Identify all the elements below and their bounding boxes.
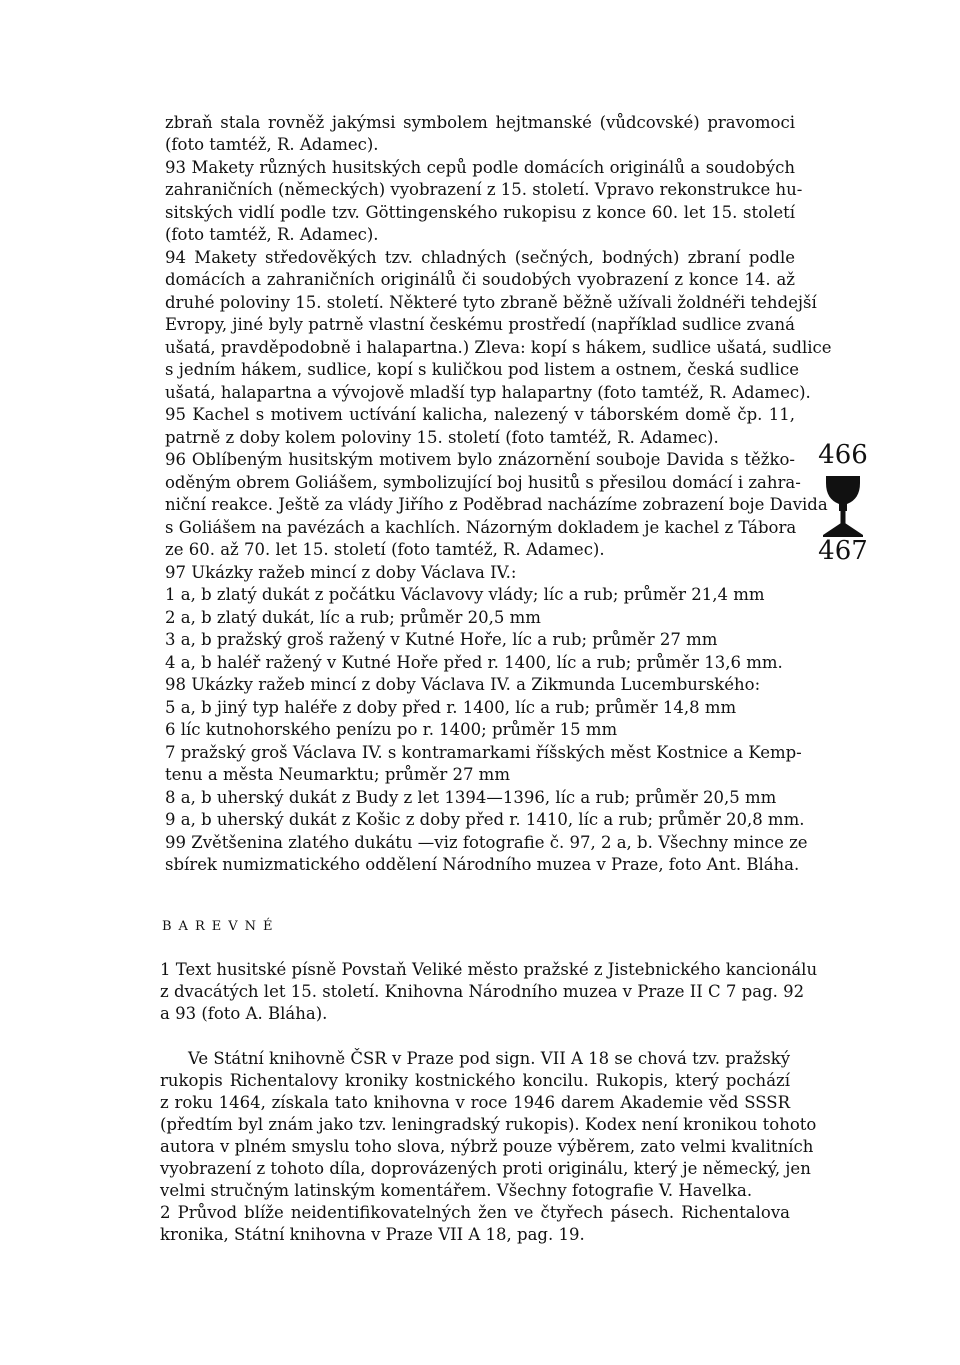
caption-line: 2 a, b zlatý dukát, líc a rub; průměr 20,5 mm [165, 608, 541, 627]
caption-line: zbraň stala rovněž jakýmsi symbolem hejtmanské (vůdcovské) pravomoci [165, 113, 795, 132]
caption-line: 94 Makety středověkých tzv. chladných (sečných, bodných) zbraní podle [165, 248, 795, 267]
caption-line: tenu a města Neumarktu; průměr 27 mm [165, 765, 510, 784]
caption-line: domácích a zahraničních originálů či soudobých vyobrazení z konce 14. až [165, 270, 795, 289]
caption-line: 4 a, b haléř ražený v Kutné Hoře před r. 1400, líc a rub; průměr 13,6 mm. [165, 653, 783, 672]
caption-line: (foto tamtéž, R. Adamec). [165, 135, 379, 154]
chalice-icon [820, 474, 866, 538]
note-line: autora v plném smyslu toho slova, nýbrž pouze výběrem, zato velmi kvalitních [160, 1137, 814, 1156]
note-line: vyobrazení z tohoto díla, doprovázených proti originálu, který je německý, jen [160, 1159, 811, 1178]
caption-line: 6 líc kutnohorského penízu po r. 1400; průměr 15 mm [165, 720, 618, 739]
note-line: z roku 1464, získala tato knihovna v roce 1946 darem Akademie věd SSSR [160, 1093, 790, 1112]
caption-line: sbírek numizmatického oddělení Národního muzea v Praze, foto Ant. Bláha. [165, 855, 800, 874]
caption-line: 96 Oblíbeným husitským motivem bylo znázornění souboje Davida s těžko- [165, 450, 795, 469]
caption-line: Evropy, jiné byly patrně vlastní českému prostředí (například sudlice zvaná [165, 315, 795, 334]
caption-line: ušatá, pravděpodobně i halapartna.) Zleva: kopí s hákem, sudlice ušatá, sudlice [165, 338, 832, 357]
caption-line: 1 a, b zlatý dukát z počátku Václavovy vlády; líc a rub; průměr 21,4 mm [165, 585, 765, 604]
caption-line: druhé poloviny 15. století. Některé tyto zbraně běžně užívali žoldnéři tehdejší [165, 293, 817, 312]
note-line: Ve Státní knihovně ČSR v Praze pod sign. VII A 18 se chová tzv. pražský [188, 1049, 791, 1068]
caption-line: z dvacátých let 15. století. Knihovna Národního muzea v Praze II C 7 pag. 92 [160, 982, 805, 1001]
caption-line: 7 pražský groš Václava IV. s kontramarkami říšských měst Kostnice a Kemp- [165, 743, 802, 762]
page-number-right: 467 [818, 536, 868, 566]
caption-line: s jedním hákem, sudlice, kopí s kuličkou pod listem a ostnem, česká sudlice [165, 360, 799, 379]
caption-line: 95 Kachel s motivem uctívání kalicha, nalezený v táborském domě čp. 11, [165, 405, 795, 424]
caption-line: sitských vidlí podle tzv. Göttingenského rukopisu z konce 60. let 15. století [165, 203, 795, 222]
caption-line: (foto tamtéž, R. Adamec). [165, 225, 379, 244]
caption-line: s Goliášem na pavézách a kachlích. Názorným dokladem je kachel z Tábora [165, 518, 797, 537]
page-number-left: 466 [818, 440, 868, 470]
caption-line: 8 a, b uherský dukát z Budy z let 1394—1396, líc a rub; průměr 20,5 mm [165, 788, 777, 807]
caption-line: 99 Zvětšenina zlatého dukátu —viz fotografie č. 97, 2 a, b. Všechny mince ze [165, 833, 808, 852]
caption-line: oděným obrem Goliášem, symbolizující boj husitů s přesilou domácí i zahra- [165, 473, 801, 492]
caption-line: 93 Makety různých husitských cepů podle domácích originálů a soudobých [165, 158, 795, 177]
section-heading: BAREVNÉ [162, 919, 280, 934]
caption-line: zahraničních (německých) vyobrazení z 15. století. Vpravo rekonstrukce hu- [165, 180, 803, 199]
note-line: velmi stručným latinským komentářem. Všechny fotografie V. Havelka. [160, 1181, 753, 1200]
caption-line: patrně z doby kolem poloviny 15. století (foto tamtéž, R. Adamec). [165, 428, 719, 447]
caption-line: 97 Ukázky ražeb mincí z doby Václava IV.: [165, 563, 517, 582]
caption-line: niční reakce. Ještě za vlády Jiřího z Poděbrad nacházíme zobrazení boje Davida [165, 495, 828, 514]
note-line: 2 Průvod blíže neidentifikovatelných žen ve čtyřech pásech. Richentalova [160, 1203, 790, 1222]
note-line: (předtím byl znám jako tzv. leningradský rukopis). Kodex není kronikou tohoto [160, 1115, 817, 1134]
caption-line: ze 60. až 70. let 15. století (foto tamtéž, R. Adamec). [165, 540, 605, 559]
caption-line: 98 Ukázky ražeb mincí z doby Václava IV. a Zikmunda Lucemburského: [165, 675, 761, 694]
caption-line: 9 a, b uherský dukát z Košic z doby před r. 1410, líc a rub; průměr 20,8 mm. [165, 810, 805, 829]
caption-line: 3 a, b pražský groš ražený v Kutné Hoře, líc a rub; průměr 27 mm [165, 630, 718, 649]
note-line: kronika, Státní knihovna v Praze VII A 18, pag. 19. [160, 1225, 585, 1244]
caption-line: a 93 (foto A. Bláha). [160, 1004, 328, 1023]
caption-line: ušatá, halapartna a vývojově mladší typ halapartny (foto tamtéž, R. Adamec). [165, 383, 811, 402]
caption-line: 1 Text husitské písně Povstaň Veliké město pražské z Jistebnického kancionálu [160, 960, 818, 979]
note-line: rukopis Richentalovy kroniky kostnického koncilu. Rukopis, který pochází [160, 1071, 790, 1090]
caption-line: 5 a, b jiný typ haléře z doby před r. 1400, líc a rub; průměr 14,8 mm [165, 698, 737, 717]
